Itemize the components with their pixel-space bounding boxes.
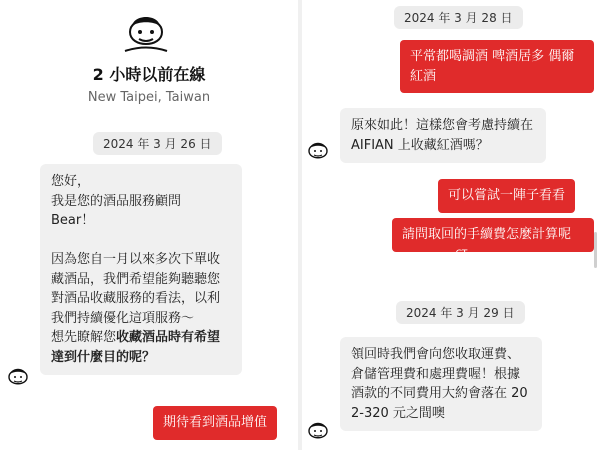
message-text-prefix: 想先瞭解您 [51, 330, 117, 345]
watermark [448, 250, 475, 268]
profile-avatar-icon[interactable] [124, 8, 168, 52]
watermark-bottom-text: 小天地 [448, 258, 476, 268]
incoming-message: 原來如此！這樣您會考慮持續在 AIFIAN 上收藏紅酒嗎？ [340, 108, 546, 163]
date-chip: 2024 年 3 月 29 日 [396, 301, 525, 324]
agent-avatar-icon [6, 364, 30, 388]
left-chat-pane [0, 0, 298, 450]
outgoing-message: 可以嘗試一陣子看看 [438, 179, 575, 213]
date-chip: 2024 年 3 月 26 日 [93, 132, 222, 155]
incoming-message: 領回時我們會向您收取運費、倉儲管理費和處理費喔！根據酒款的不同費用大約會落在 202-320 元之間噢 [340, 337, 542, 431]
agent-avatar-icon [306, 418, 330, 442]
right-chat-pane [302, 0, 600, 450]
outgoing-message: 期待看到酒品增值 [153, 406, 277, 440]
profile-location: New Taipei, Taiwan [87, 90, 211, 105]
message-text-bold: 收藏酒品時有希望達到什麼目的呢？ [51, 330, 221, 365]
profile-status: 2 小時以前在線 [92, 65, 206, 84]
message-text: 您好， 我是您的酒品服務顧問 Bear！ 因為您自一月以來多次下單收藏酒品，我們希望能夠聽聽您對酒品收藏服務的看法，以利我們持續優化這項服務～ [51, 174, 221, 326]
date-chip: 2024 年 3 月 28 日 [394, 6, 523, 29]
incoming-message [40, 164, 242, 375]
outgoing-message: 平常都喝調酒 啤酒居多 偶爾紅酒 [400, 40, 594, 93]
watermark-top-text: CT [455, 249, 468, 259]
scrollbar[interactable] [594, 232, 597, 268]
outgoing-message: 請問取回的手續費怎麼計算呢 [392, 218, 594, 252]
agent-avatar-icon [306, 138, 330, 162]
